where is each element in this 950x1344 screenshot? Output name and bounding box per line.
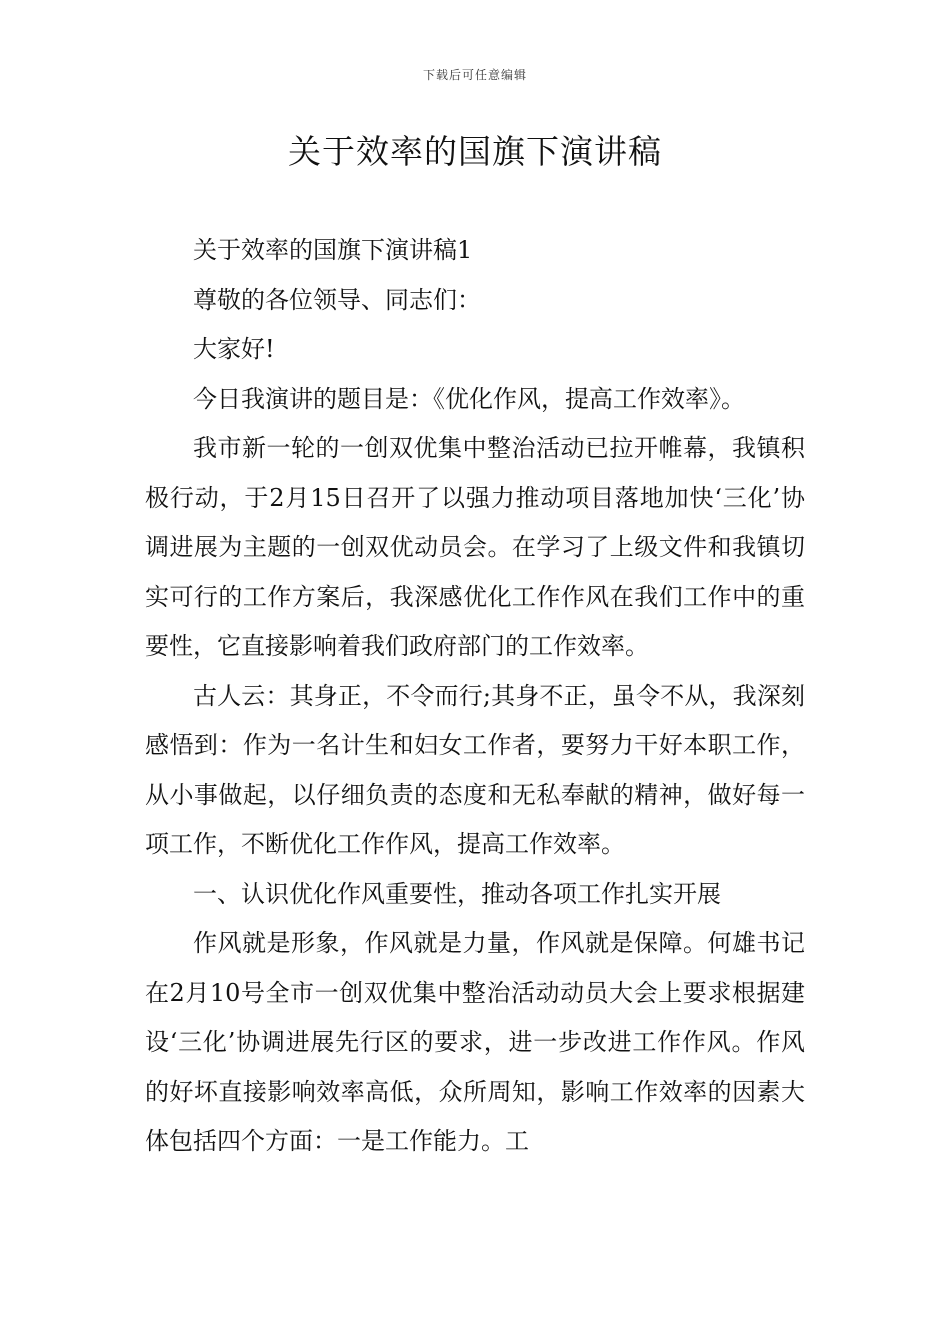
paragraph-greeting: 大家好!: [193, 335, 275, 363]
paragraph-body: 作风就是形象，作风就是力量，作风就是保障。何雄书记在2月10号全市一创双优集中整治活动动员大会上要求根据建设‘三化’协调进展先行区的要求，进一步改进工作作风。作风的好坏直接影响效率高低，众所周知，影响工作效率的因素大体包括四个方面：一是工作能力。工: [145, 929, 805, 1155]
paragraph-body: 我市新一轮的一创双优集中整治活动已拉开帷幕，我镇积极行动，于2月15日召开了以强力推动项目落地加快‘三化’协调进展为主题的一创双优动员会。在学习了上级文件和我镇切实可行的工作方案后，我深感优化工作作风在我们工作中的重要性，它直接影响着我们政府部门的工作效率。: [145, 434, 805, 660]
paragraph-subtitle: 关于效率的国旗下演讲稿1: [193, 236, 473, 264]
paragraph-topic: 今日我演讲的题目是：《优化作风，提高工作效率》。: [193, 384, 745, 413]
header-note: 下载后可任意编辑: [422, 68, 527, 82]
document-title: 关于效率的国旗下演讲稿: [288, 132, 662, 171]
document-body: [145, 226, 805, 1167]
paragraph-body: 古人云：其身正，不令而行;其身不正，虽令不从，我深刻感悟到：作为一名计生和妇女工作者，要努力干好本职工作，从小事做起，以仔细负责的态度和无私奉献的精神，做好每一项工作，不断优化工作作风，提高工作效率。: [145, 681, 805, 858]
section-heading: 一、认识优化作风重要性，推动各项工作扎实开展: [193, 879, 721, 908]
paragraph-salutation: 尊敬的各位领导、同志们：: [193, 285, 481, 314]
